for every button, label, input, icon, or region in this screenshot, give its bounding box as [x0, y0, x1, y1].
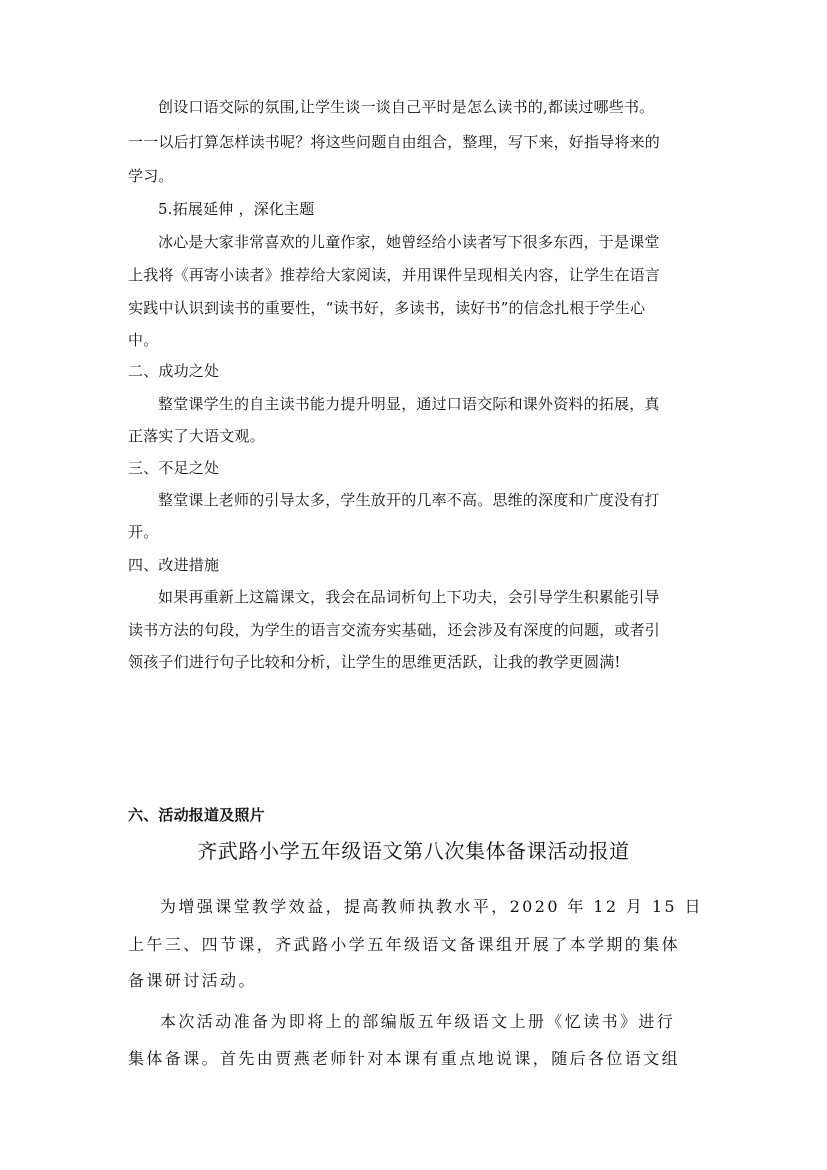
- success-paragraph-line-2: 正落实了大语文观。: [128, 427, 265, 445]
- extension-paragraph-line-3: 实践中认识到读书的重要性，“读书好，多读书，读好书”的信念扎根于学生心: [128, 299, 646, 317]
- dialogue-paragraph-line-2: 一一以后打算怎样读书呢？将这些问题自由组合，整理，写下来，好指导将来的: [128, 133, 661, 151]
- report-paragraph-1-line-1: 为增强课堂教学效益，提高教师执教水平，2020 年 12 月 15 日: [160, 897, 703, 916]
- step5-heading: 5.拓展延伸 ，深化主题: [158, 200, 315, 218]
- report-paragraph-2-line-1: 本次活动准备为即将上的部编版五年级语文上册《忆读书》进行: [160, 1012, 676, 1031]
- shortcoming-paragraph-line-1: 整堂课上老师的引导太多，学生放开的几率不高。思维的深度和广度没有打: [158, 491, 660, 509]
- extension-paragraph-line-1: 冰心是大家非常喜欢的儿童作家，她曾经给小读者写下很多东西，于是课堂: [158, 233, 660, 251]
- report-section-heading: 六、活动报道及照片: [128, 806, 265, 824]
- dialogue-paragraph-line-1: 创设口语交际的氛围,让学生谈一谈自己平时是怎么读书的,都读过哪些书。: [158, 98, 655, 116]
- improve-paragraph-line-3: 领孩子们进行句子比较和分析，让学生的思维更活跃，让我的教学更圆满!: [128, 653, 621, 671]
- report-paragraph-1-line-3: 备课研讨活动。: [128, 971, 257, 990]
- improve-paragraph-line-2: 读书方法的句段，为学生的语言交流夯实基础，还会涉及有深度的问题，或者引: [128, 621, 661, 639]
- improve-paragraph-line-1: 如果再重新上这篇课文，我会在品词析句上下功夫，会引导学生积累能引导: [158, 588, 660, 606]
- extension-paragraph-line-2: 上我将《再寄小读者》推荐给大家阅读，并用课件呈现相关内容，让学生在语言: [128, 266, 661, 284]
- success-heading: 二、成功之处: [128, 362, 220, 380]
- report-title: 齐武路小学五年级语文第八次集体备课活动报道: [197, 839, 630, 863]
- shortcoming-heading: 三、不足之处: [128, 459, 220, 477]
- shortcoming-paragraph-line-2: 开。: [128, 523, 159, 541]
- report-paragraph-2-line-2: 集体备课。首先由贾燕老师针对本课有重点地说课，随后各位语文组: [128, 1049, 681, 1068]
- improve-heading: 四、改进措施: [128, 556, 220, 574]
- report-paragraph-1-line-2: 上午三、四节课，齐武路小学五年级语文备课组开展了本学期的集体: [128, 935, 681, 954]
- dialogue-paragraph-line-3: 学习。: [128, 167, 174, 185]
- success-paragraph-line-1: 整堂课学生的自主读书能力提升明显，通过口语交际和课外资料的拓展，真: [158, 395, 660, 413]
- extension-paragraph-line-4: 中。: [128, 331, 159, 349]
